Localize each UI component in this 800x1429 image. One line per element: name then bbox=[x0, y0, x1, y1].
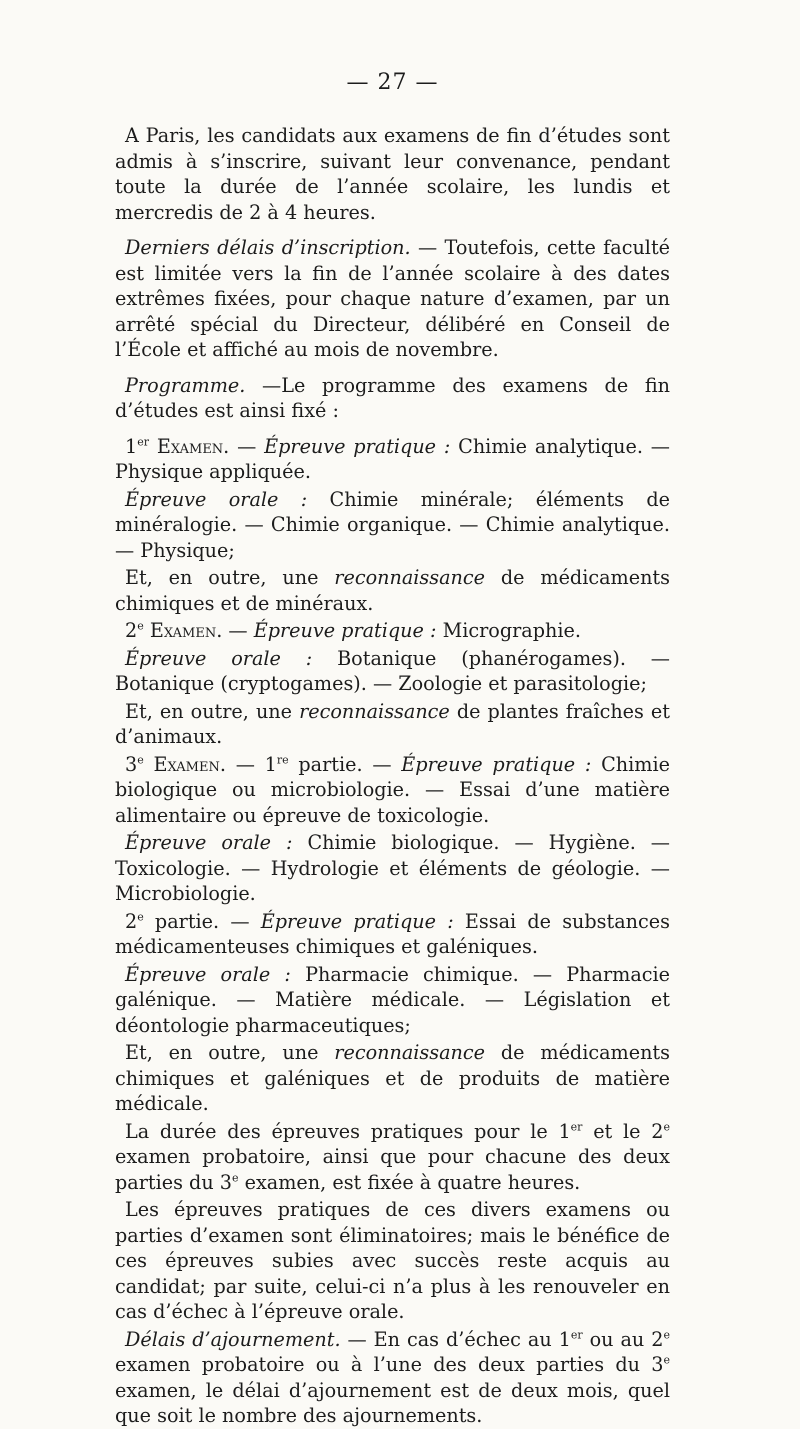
paragraph-text: — 1 bbox=[225, 752, 277, 776]
paragraph-examen-3-partie-1-orale bbox=[115, 830, 670, 907]
ordinal-suffix: er bbox=[570, 1120, 583, 1134]
paragraph-text: examen, le délai d’ajournement est de deux mois, quel que soit le nombre des ajournements. bbox=[115, 1378, 670, 1427]
paragraph-text: Et, en outre, une bbox=[125, 1041, 335, 1064]
paragraph-examen-3-partie-2-pratique bbox=[115, 909, 670, 960]
paragraph-examen-3-partie-2-orale bbox=[115, 962, 670, 1039]
ordinal-suffix: e bbox=[232, 1171, 239, 1185]
paragraph-programme bbox=[115, 373, 670, 424]
paragraph-text: examen probatoire, ainsi que pour chacune des deux parties du 3 bbox=[115, 1145, 670, 1194]
paragraph-examen-3-partie-1-pratique bbox=[115, 752, 670, 829]
paragraph-heading: Épreuve pratique : bbox=[260, 909, 454, 933]
paragraph-text: Chimie analytique. — Physique appliquée. bbox=[115, 434, 670, 483]
paragraph-duree-epreuves bbox=[115, 1119, 670, 1196]
paragraph-heading: Épreuve pratique : bbox=[253, 619, 437, 642]
paragraph-examen-3-reconnaissance bbox=[115, 1040, 670, 1117]
ordinal-suffix: e bbox=[663, 1328, 670, 1342]
ordinal-suffix: e bbox=[137, 619, 144, 633]
exam-label: Examen. bbox=[143, 752, 226, 776]
paragraph-text: examen probatoire ou à l’une des deux parties du 3 bbox=[115, 1353, 664, 1376]
paragraph-text: — Toutefois, cette faculté est limitée vers la fin de l’année scolaire à des dates extrêmes fixées, pour chaque nature d’examen, par un arrêté spécial du Directeur, délibéré en Conseil de l’École et affiché au mois de novembre. bbox=[115, 236, 671, 361]
paragraph-text: partie. — bbox=[143, 909, 261, 933]
paragraph-text: Pharmacie chimique. — Pharmacie galénique. — Matière médicale. — Législation et déontologie pharmaceutiques; bbox=[115, 962, 670, 1037]
dash: — bbox=[229, 434, 265, 458]
paragraph-text: de médicaments chimiques et galéniques et de produits de matière médicale. bbox=[115, 1041, 670, 1115]
paragraph-examen-2-pratique bbox=[115, 618, 670, 644]
paragraph-text: Et, en outre, une bbox=[125, 699, 300, 723]
paragraph-text: et le 2 bbox=[582, 1119, 664, 1143]
paragraph-derniers-delais bbox=[115, 235, 670, 363]
exam-label: Examen. bbox=[149, 434, 230, 458]
paragraph-text: La durée des épreuves pratiques pour le 1 bbox=[125, 1119, 571, 1143]
paragraph-heading: Derniers délais d’inscription. bbox=[125, 236, 411, 259]
dash: — bbox=[222, 619, 254, 642]
paragraph-examen-2-orale bbox=[115, 646, 670, 697]
paragraph-text: Chimie biologique ou microbiologie. — Essai d’une matière alimentaire ou épreuve de toxicologie. bbox=[115, 752, 670, 827]
paragraph-heading: Délais d’ajournement. bbox=[125, 1327, 341, 1351]
exam-label: Examen. bbox=[143, 619, 223, 642]
paragraph-heading: Épreuve pratique : bbox=[264, 434, 451, 458]
ordinal-suffix: er bbox=[570, 1328, 583, 1342]
paragraph-delais-ajournement bbox=[115, 1327, 670, 1429]
paragraph-text: Chimie minérale; éléments de minéralogie. — Chimie organique. — Chimie analytique. — Physique; bbox=[115, 487, 670, 562]
ordinal-suffix: e bbox=[137, 753, 144, 767]
paragraph-text: Botanique (phanérogames). — Botanique (cryptogames). — Zoologie et parasitologie; bbox=[115, 646, 670, 695]
ordinal-number: 3 bbox=[125, 752, 138, 776]
paragraph-text: Et, en outre, une bbox=[125, 566, 335, 589]
ordinal-suffix: e bbox=[663, 1353, 670, 1367]
ordinal-suffix: e bbox=[137, 910, 144, 924]
ordinal-number: 1 bbox=[125, 434, 138, 458]
paragraph-heading: reconnaissance bbox=[334, 566, 486, 589]
paragraph-text: — En cas d’échec au 1 bbox=[340, 1327, 571, 1351]
paragraph-text: Chimie biologique. — Hygiène. — Toxicologie. — Hydrologie et éléments de géologie. — Microbiologie. bbox=[115, 831, 670, 905]
page-number: — 27 — bbox=[346, 70, 439, 95]
paragraph-examen-1-orale bbox=[115, 487, 670, 564]
paragraph-heading: Épreuve orale : bbox=[125, 646, 313, 670]
paragraph-heading: Épreuve orale : bbox=[125, 831, 293, 854]
ordinal-number: 2 bbox=[125, 909, 138, 933]
paragraph-inscription bbox=[115, 123, 670, 225]
paragraph-text: —Le programme des examens de fin d’études est ainsi fixé : bbox=[115, 373, 670, 422]
paragraph-eliminatoires bbox=[115, 1197, 670, 1325]
paragraph-heading: Programme. bbox=[125, 373, 246, 397]
paragraph-text: partie. — bbox=[288, 752, 402, 776]
paragraph-examen-1-reconnaissance bbox=[115, 565, 670, 616]
paragraph-text: Essai de substances médicamenteuses chimiques et galéniques. bbox=[115, 909, 670, 958]
paragraph-heading: Épreuve orale : bbox=[125, 487, 308, 511]
paragraph-text: de plantes fraîches et d’animaux. bbox=[115, 699, 671, 748]
ordinal-number: 2 bbox=[125, 619, 138, 642]
ordinal-suffix: e bbox=[663, 1120, 670, 1134]
paragraph-text: ou au 2 bbox=[582, 1327, 664, 1351]
paragraph-heading: Épreuve orale : bbox=[125, 962, 291, 986]
paragraph-text: de médicaments chimiques et de minéraux. bbox=[115, 566, 670, 615]
paragraph-examen-2-reconnaissance bbox=[115, 699, 670, 750]
paragraph-heading: reconnaissance bbox=[299, 699, 450, 723]
paragraph-text: examen, est fixée à quatre heures. bbox=[238, 1170, 581, 1194]
ordinal-suffix: re bbox=[276, 753, 289, 767]
paragraph-text: Micrographie. bbox=[436, 619, 581, 642]
paragraph-heading: reconnaissance bbox=[334, 1041, 486, 1064]
paragraph-text: Les épreuves pratiques de ces divers examens ou parties d’examen sont éliminatoires; mais le bénéfice de ces épreuves subies avec succès reste acquis au candidat; par suite, celui-ci n’a plus à les renouveler en cas d’échec à l’épreuve orale. bbox=[115, 1198, 670, 1323]
paragraph-heading: Épreuve pratique : bbox=[401, 752, 592, 776]
paragraph-text: A Paris, les candidats aux examens de fin d’études sont admis à s’inscrire, suivant leur convenance, pendant toute la durée de l’année scolaire, les lundis et mercredis de 2 à 4 heures. bbox=[115, 124, 670, 224]
paragraph-examen-1-pratique bbox=[115, 434, 670, 485]
ordinal-suffix: er bbox=[137, 435, 149, 449]
